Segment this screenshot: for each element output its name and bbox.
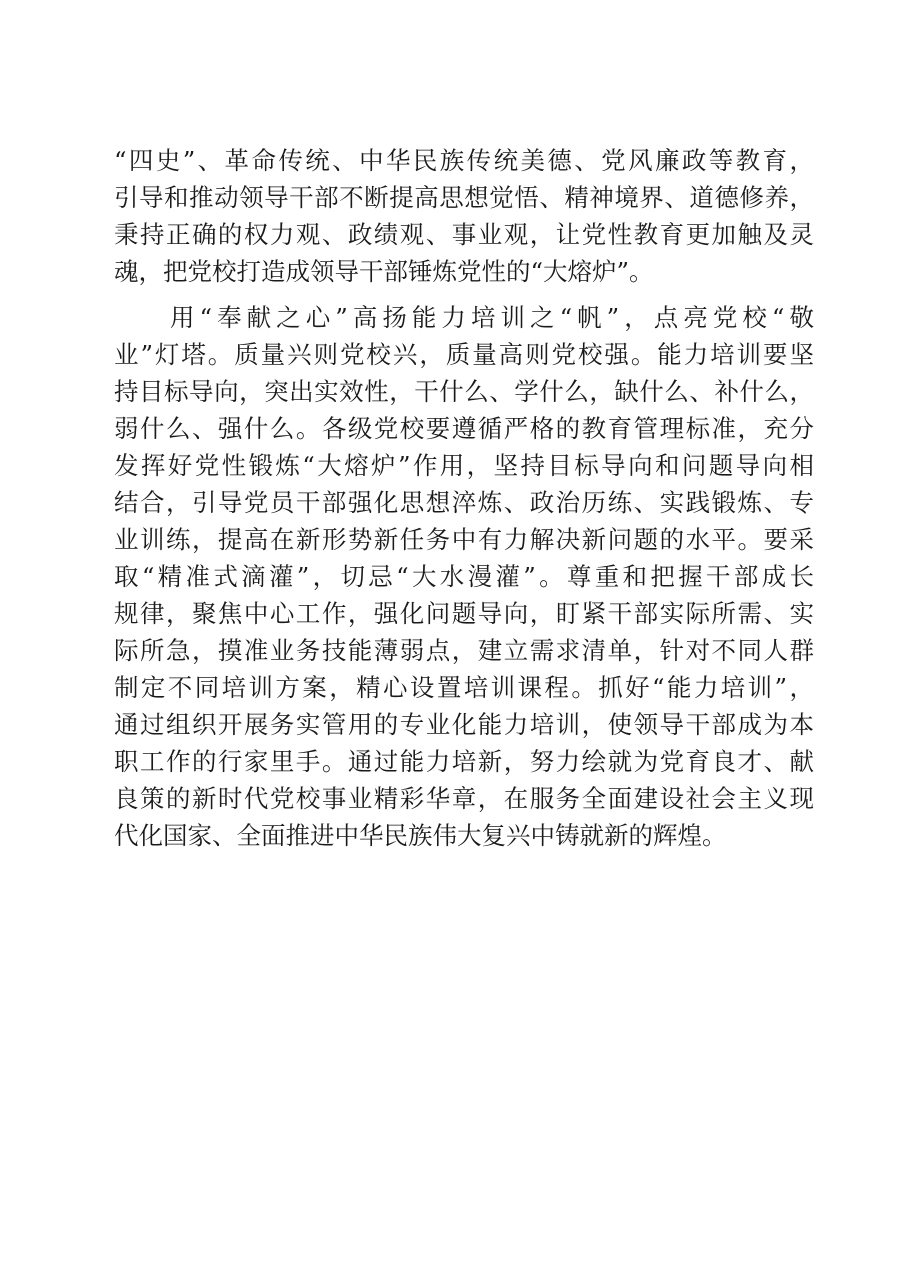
text-line: 秉持正确的权力观、政绩观、事业观，让党性教育更加触及灵 [114, 220, 814, 249]
text-line: 持目标导向，突出实效性，干什么、学什么，缺什么、补什么， [114, 377, 814, 406]
text-line: 引导和推动领导干部不断提高思想觉悟、精神境界、道德修养， [114, 183, 814, 212]
text-line: 际所急，摸准业务技能薄弱点，建立需求清单，针对不同人群 [114, 636, 814, 665]
text-line: 职工作的行家里手。通过能力培新，努力绘就为党育良才、献 [114, 747, 814, 776]
text-line: 规律，聚焦中心工作，强化问题导向，盯紧干部实际所需、实 [114, 599, 814, 628]
text-line: 弱什么、强什么。各级党校要遵循严格的教育管理标准，充分 [114, 414, 814, 443]
text-line: 制定不同培训方案，精心设置培训课程。抓好“能力培训”， [114, 673, 814, 702]
text-line: 魂，把党校打造成领导干部锤炼党性的“大熔炉”。 [114, 257, 654, 286]
text-line: 发挥好党性锻炼“大熔炉”作用，坚持目标导向和问题导向相 [114, 451, 814, 480]
document-body [114, 142, 814, 854]
text-line: 取“精准式滴灌”，切忌“大水漫灌”。尊重和把握干部成长 [114, 562, 814, 591]
text-line: 业训练，提高在新形势新任务中有力解决新问题的水平。要采 [114, 525, 814, 554]
text-line: 良策的新时代党校事业精彩华章，在服务全面建设社会主义现 [114, 784, 814, 813]
text-line: 用“奉献之心”高扬能力培训之“帆”，点亮党校“敬 [170, 303, 814, 332]
text-line: 结合，引导党员干部强化思想淬炼、政治历练、实践锻炼、专 [114, 488, 814, 517]
paragraph-2 [114, 299, 814, 854]
text-line: “四史”、革命传统、中华民族传统美德、党风廉政等教育， [114, 146, 814, 175]
text-line: 代化国家、全面推进中华民族伟大复兴中铸就新的辉煌。 [114, 821, 727, 850]
text-line: 业”灯塔。质量兴则党校兴，质量高则党校强。能力培训要坚 [114, 340, 814, 369]
text-line: 通过组织开展务实管用的专业化能力培训，使领导干部成为本 [114, 710, 814, 739]
paragraph-1 [114, 142, 814, 290]
